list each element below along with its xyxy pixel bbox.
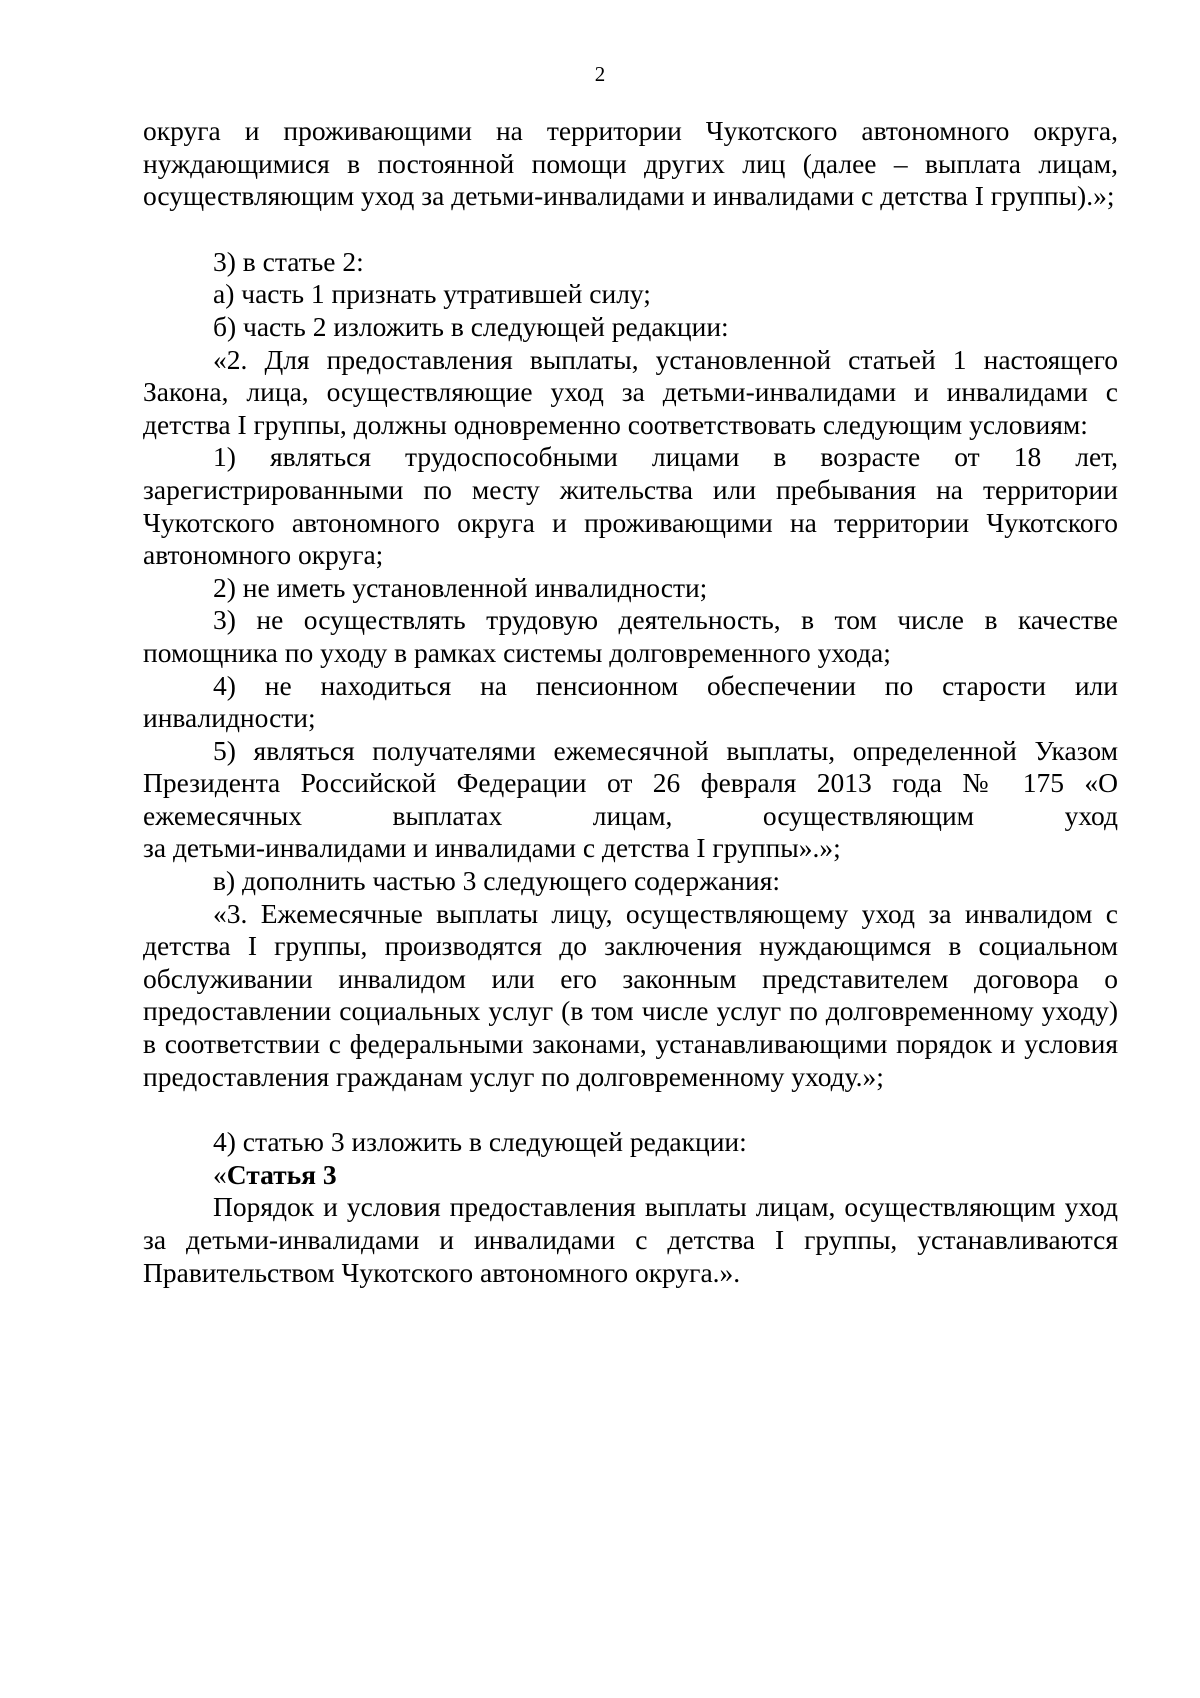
condition-1: 1) являться трудоспособными лицами в возрасте от 18 лет, зарегистрированными по месту жительства или пребывания на территории Чукотского автономного округа и проживающими на территории Чукотского автономного округа; [143, 441, 1118, 571]
page-number: 2 [594, 62, 606, 86]
article-3-label: Статья 3 [226, 1158, 337, 1190]
item-4-heading: 4) статью 3 изложить в следующей редакции: [213, 1126, 747, 1158]
article-3-text: Порядок и условия предоставления выплаты лицам, осуществляющим уход за детьми-инвалидами и инвалидами с детства I группы, устанавливаются Правительством Чукотского автономного округа.». [143, 1191, 1118, 1288]
open-quote: « [213, 1158, 227, 1190]
paragraph-continuation: округа и проживающими на территории Чукотского автономного округа, нуждающимися в постоянной помощи других лиц (далее – выплата лицам, осуществляющим уход за детьми-инвалидами и инвалидами с детства I группы).»; [143, 115, 1118, 212]
quoted-part-2: «2. Для предоставления выплаты, установленной статьей 1 настоящего Закона, лица, осуществляющие уход за детьми-инвалидами и инвалидами с детства I группы, должны одновременно соответствовать следующим условиям: [143, 343, 1118, 440]
document-body [143, 115, 1118, 1289]
condition-4: 4) не находиться на пенсионном обеспечении по старости или инвалидности; [143, 669, 1118, 734]
paragraph-gap [143, 1093, 1118, 1126]
quoted-part-3: «3. Ежемесячные выплаты лицу, осуществляющему уход за инвалидом с детства I группы, производятся до заключения нуждающимся в социальном обслуживании инвалидом или его законным представителем договора о предоставлении социальных услуг (в том числе услуг по долговременному уходу) в соответствии с федеральными законами, устанавливающими порядок и условия предоставления гражданам услуг по долговременному уходу.»; [143, 897, 1118, 1092]
article-3-title [143, 1159, 1118, 1192]
subitem-a: а) часть 1 признать утратившей силу; [213, 278, 651, 310]
subitem-b: б) часть 2 изложить в следующей редакции: [213, 310, 729, 342]
condition-5-end: за детьми-инвалидами и инвалидами с детства I группы».»; [143, 832, 841, 864]
paragraph-gap [143, 213, 1118, 246]
condition-2: 2) не иметь установленной инвалидности; [213, 571, 708, 603]
condition-5: 5) являться получателями ежемесячной выплаты, определенной Указом Президента Российской Федерации от 26 февраля 2013 года № 175 «О ежемесячных выплатах лицам, осуществляющим уход [143, 734, 1118, 831]
item-3-heading: 3) в статье 2: [213, 245, 364, 277]
condition-3: 3) не осуществлять трудовую деятельность, в том числе в качестве помощника по уходу в рамках системы долговременного ухода; [143, 604, 1118, 668]
subitem-v: в) дополнить частью 3 следующего содержания: [213, 865, 780, 897]
